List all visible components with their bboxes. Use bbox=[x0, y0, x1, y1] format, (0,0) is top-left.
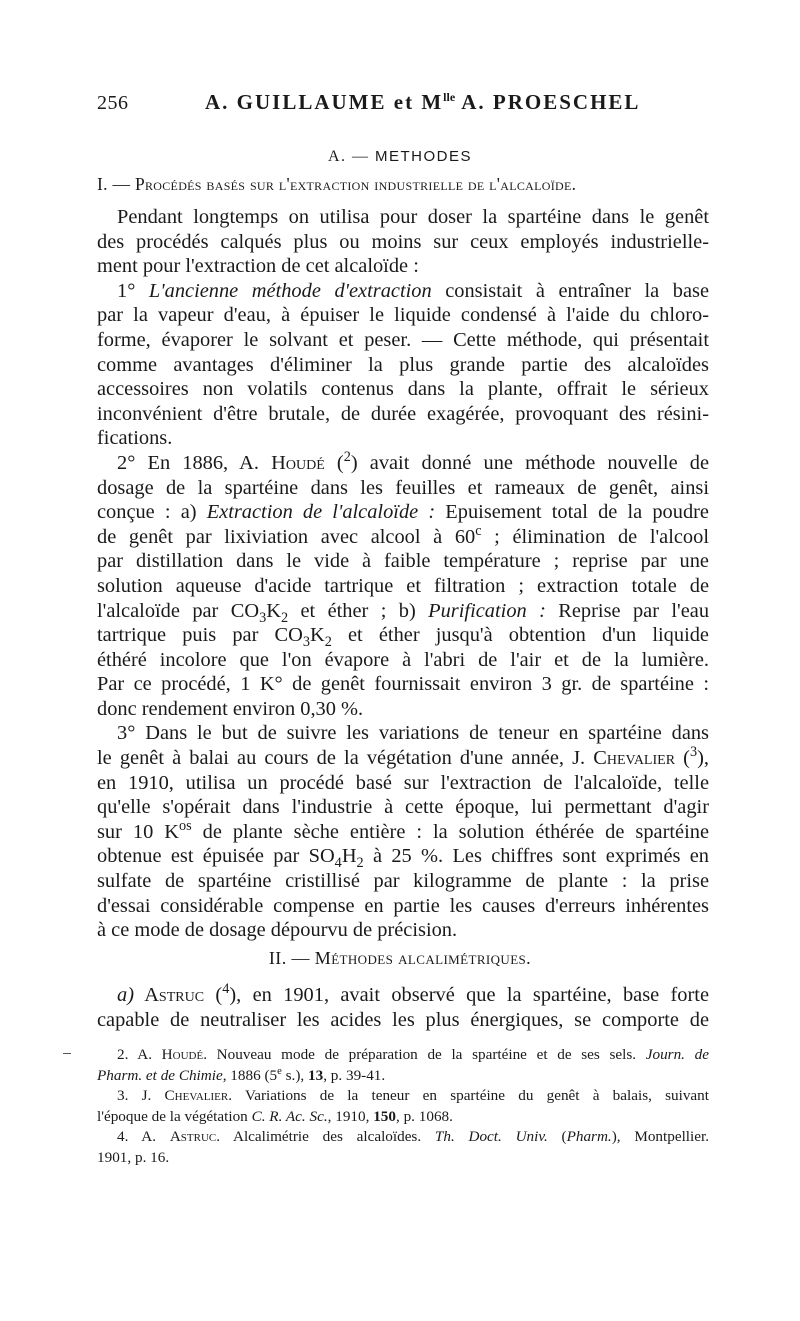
page-number: 256 bbox=[97, 92, 129, 114]
footnotes bbox=[97, 1045, 709, 1168]
footnote-4: 4. A. Astruc. Alcalimétrie des alcaloïdes. Th. Doct. Univ. (Pharm.), Montpellier. 1901, p. 16. bbox=[97, 1128, 709, 1166]
paragraph-method-1: 1° L'ancienne méthode d'extraction consistait à entraîner la base par la vapeur d'eau, à épuiser le liquide condensé à l'aide du chloro- forme, évaporer le solvant et peser. — Cette méthode, qui présentait comme avantages d'éliminer la plus grande partie des alcaloïdes accessoires non volatils contenus dans la plante, offrait le sérieux inconvénient d'être brutale, de durée exagérée, provoquant des résini- fications. bbox=[97, 279, 709, 450]
paragraph-intro: Pendant longtemps on utilisa pour doser la spartéine dans le genêt des procédés calqués plus ou moins sur ceux employés industrielle- ment pour l'extraction de cet alcaloïde : bbox=[97, 206, 709, 278]
section-heading-1: I. — Procédés basés sur l'extraction industrielle de l'alcaloïde. bbox=[97, 174, 577, 194]
footnote-3: 3. J. Chevalier. Variations de la teneur en spartéine du genêt à balais, suivant l'époque de la végétation C. R. Ac. Sc., 1910, 150, p. 1068. bbox=[97, 1087, 709, 1125]
running-header bbox=[97, 92, 707, 118]
paragraph-method-3: 3° Dans le but de suivre les variations de teneur en spartéine dans le genêt à balai au cours de la végétation d'une année, J. Chevalier ($^3$), en 1910, utilisa un procédé basé sur l'extraction de l'alcaloïde, telle qu'elle s'opérait dans l'industrie à cette époque, lui permettant d'agir sur 10 $K^{os}$ de plante sèche entière : la solution éthérée de spartéine obtenue est épuisée par $SO_4H_2$ à 25 %. Les chiffres sont exprimés en sulfate de spartéine cristillisé par kilogramme de plante : la prise d'essai considérable compense en partie les causes d'erreurs inhérentes à ce mode de dosage dépourvu de précision. bbox=[97, 722, 710, 942]
body-text-2: a) Astruc ($^4$), en 1901, avait observé que la spartéine, base forte capable de neutraliser les acides les plus énergiques, se comporte de bbox=[97, 981, 710, 1031]
body-text bbox=[97, 205, 709, 943]
part-heading: A. — METHODES bbox=[327, 148, 473, 165]
section-heading-2: II. — Méthodes alcalimétriques. bbox=[268, 948, 532, 968]
paragraph-method-2: 2° En 1886, A. Houdé ($^2$) avait donné une méthode nouvelle de dosage de la spartéine dans les feuilles et rameaux de genêt, ainsi conçue : a) Extraction de l'alcaloïde : Epuisement total de la poudre de genêt par lixiviation avec alcool à 60$^c$ ; élimination de l'alcool par distillation dans le vide à faible température ; reprise par une solution aqueuse d'acide tartrique et filtration ; extraction totale de l'alcaloïde par $CO_3K_2$ et éther ; b) Purification : Reprise par l'eau tartrique puis par $CO_3K_2$ et éther jusqu'à obtention d'un liquide éthéré incolore que l'on évapore à l'abri de l'air et de la lumière. Par ce procédé, 1 K° de genêt fournissait environ 3 gr. de spartéine : donc rendement environ 0,30 %. bbox=[97, 449, 710, 720]
footnote-2: 2. A. Houdé. Nouveau mode de préparation de la spartéine et de ses sels. Journ. de Pharm. et de Chimie, 1886 (5e s.), 13, p. 39-41. bbox=[97, 1046, 709, 1084]
margin-mark bbox=[63, 1053, 71, 1054]
running-title: A. GUILLAUME et $M^{lle}$ A. PROESCHEL bbox=[205, 90, 641, 114]
